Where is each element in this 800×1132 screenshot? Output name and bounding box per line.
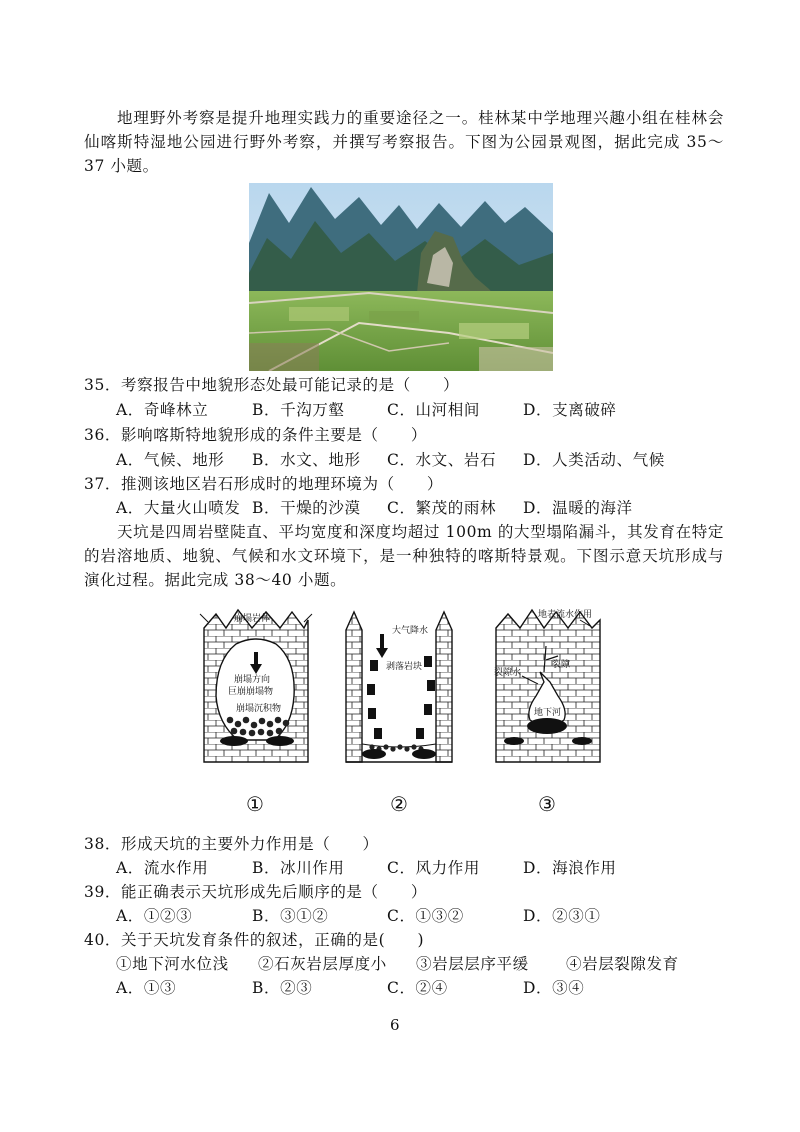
panel-1	[200, 610, 312, 762]
q40-option-d: D．③④	[523, 979, 585, 997]
intro-paragraph-1: 地理野外考察是提升地理实践力的重要途径之一。桂林某中学地理兴趣小组在桂林会仙喀斯特湿地公园进行野外考察，并撰写考察报告。下图为公园景观图，据此完成 35～37 小题。	[84, 109, 724, 175]
intro-paragraph-2: 天坑是四周岩壁陡直、平均宽度和深度均超过 100m 的大型塌陷漏斗，其发育在特定的岩溶地质、地貌、气候和水文环境下，是一种独特的喀斯特景观。下图示意天坑形成与演化过程。据此完成 38～40 小题。	[84, 523, 724, 589]
panel-3-number: ③	[538, 792, 556, 816]
q39-option-b: B．③①②	[252, 907, 329, 925]
panel-3	[496, 610, 600, 762]
label-precipitation: 大气降水	[392, 626, 429, 636]
q36-option-b: B．水文、地形	[252, 451, 361, 469]
q39-option-a: A．①②③	[116, 907, 193, 925]
q36-option-a: A．气候、地形	[116, 451, 225, 469]
q40-option-a: A．①③	[116, 979, 177, 997]
panel-1-number: ①	[246, 792, 264, 816]
label-fissure-water: 裂隙水	[494, 668, 522, 678]
q37-option-c: C．繁茂的雨林	[387, 499, 497, 517]
label-surface-water-action: 地表流水作用	[538, 610, 593, 620]
q37-option-d: D．温暖的海洋	[523, 499, 633, 517]
q35-option-b: B．千沟万壑	[252, 401, 345, 419]
label-giant-collapse-debris: 巨崩崩塌物	[228, 687, 274, 697]
panel-2-number: ②	[390, 792, 408, 816]
q40-option-c: C．②④	[387, 979, 448, 997]
karst-park-photo	[249, 183, 553, 371]
question-37-stem: 37．推测该地区岩石形成时的地理环境为（ ）	[84, 475, 444, 493]
q36-option-d: D．人类活动、气候	[523, 451, 665, 469]
question-35-stem: 35．考察报告中地貌形态处最可能记录的是（ ）	[84, 376, 460, 394]
q37-option-b: B．干燥的沙漠	[252, 499, 361, 517]
q38-option-a: A．流水作用	[116, 859, 209, 877]
label-spalled-rocks: 剥落岩块	[386, 662, 423, 672]
label-collapse-direction: 崩塌方向	[234, 675, 271, 685]
label-collapsed-rock: 崩塌岩体	[234, 614, 271, 624]
q40-condition-1: ①地下河水位浅	[116, 955, 229, 973]
question-40-stem: 40．关于天坑发育条件的叙述，正确的是( )	[84, 931, 425, 949]
question-36-stem: 36．影响喀斯特地貌形成的条件主要是（ ）	[84, 426, 427, 444]
tiankeng-evolution-diagram	[196, 600, 620, 820]
q38-option-d: D．海浪作用	[523, 859, 617, 877]
q40-condition-3: ③岩层层序平缓	[416, 955, 529, 973]
q35-option-a: A．奇峰林立	[116, 401, 209, 419]
q39-option-d: D．②③①	[523, 907, 601, 925]
q35-option-c: C．山河相间	[387, 401, 480, 419]
q39-option-c: C．①③②	[387, 907, 464, 925]
q35-option-d: D．支离破碎	[523, 401, 617, 419]
q38-option-c: C．风力作用	[387, 859, 480, 877]
question-39-stem: 39．能正确表示天坑形成先后顺序的是（ ）	[84, 883, 427, 901]
question-38-stem: 38．形成天坑的主要外力作用是（ ）	[84, 835, 379, 853]
page-number: 6	[390, 1016, 400, 1034]
label-collapse-sediment: 崩塌沉积物	[236, 704, 282, 714]
q40-condition-2: ②石灰岩层厚度小	[258, 955, 387, 973]
q36-option-c: C．水文、岩石	[387, 451, 497, 469]
label-fissure: 裂隙	[552, 660, 571, 670]
label-underground-river: 地下河	[534, 708, 562, 718]
q38-option-b: B．冰川作用	[252, 859, 345, 877]
q40-option-b: B．②③	[252, 979, 313, 997]
q40-condition-4: ④岩层裂隙发育	[566, 955, 679, 973]
q37-option-a: A．大量火山喷发	[116, 499, 241, 517]
